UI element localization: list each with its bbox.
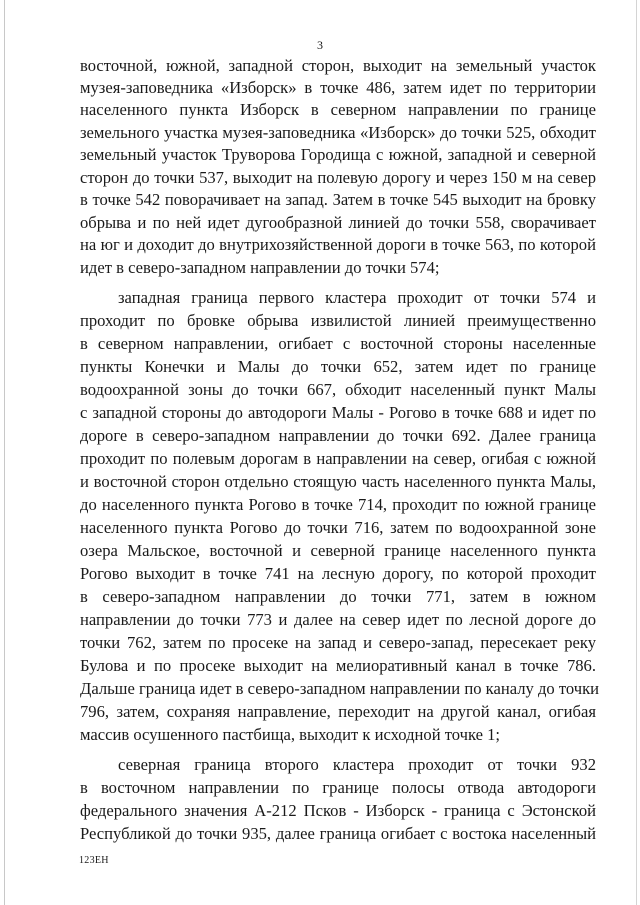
text-line: населенного пункта Изборск в северном направлении по границе <box>80 100 596 119</box>
text-line: Республикой до точки 935, далее граница огибает с востока населенный <box>80 824 596 843</box>
text-line: точки 762, затем по просеке на запад и северо-запад, пересекает реку <box>80 633 596 652</box>
text-line: проходит по бровке обрыва извилистой линией преимущественно <box>80 311 596 330</box>
text-line: на юг и доходит до внутрихозяйственной дороги в точке 563, по которой <box>80 235 596 254</box>
scan-edge-left <box>4 0 5 905</box>
text-line: в северном направлении, огибает с восточной стороны населенные <box>80 334 596 353</box>
text-line: идет в северо-западном направлении до точки 574; <box>80 258 440 277</box>
paragraph-start-line: западная граница первого кластера проходит от точки 574 и <box>118 288 596 307</box>
paragraph-start-line: северная граница второго кластера проходит от точки 932 <box>118 755 596 774</box>
text-line: до населенного пункта Рогово в точке 714, проходит по южной границе <box>80 495 596 514</box>
text-line: федерального значения А-212 Псков - Изборск - граница с Эстонской <box>80 801 596 820</box>
text-line: с западной стороны до автодороги Малы - Рогово в точке 688 и идет по <box>80 403 596 422</box>
text-line: 796, затем, сохраняя направление, переходит на другой канал, огибая <box>80 702 596 721</box>
text-line: массив осушенного пастбища, выходит к исходной точке 1; <box>80 725 501 744</box>
text-line: пункты Конечки и Малы до точки 652, затем идет по границе <box>80 357 596 376</box>
page-number: 3 <box>317 38 323 52</box>
text-line: земельный участок Труворова Городища с южной, западной и северной <box>80 145 596 164</box>
text-line: населенного пункта Рогово до точки 716, затем по водоохранной зоне <box>80 518 596 537</box>
text-line: земельного участка музея-заповедника «Изборск» до точки 525, обходит <box>80 123 596 142</box>
text-line: Булова и по просеке выходит на мелиоративный канал в точке 786. <box>80 656 596 675</box>
scan-edge-right <box>636 0 637 905</box>
text-line: направлении до точки 773 и далее на север идет по лесной дороге до <box>80 610 596 629</box>
text-line: восточной, южной, западной сторон, выходит на земельный участок <box>80 56 596 75</box>
text-line: водоохранной зоны до точки 667, обходит населенный пункт Малы <box>80 380 596 399</box>
text-line: проходит по полевым дорогам в направлении на север, огибая с южной <box>80 449 596 468</box>
text-line: в точке 542 поворачивает на запад. Затем в точке 545 выходит на бровку <box>80 190 596 209</box>
document-code: 123EH <box>79 855 109 866</box>
text-line: озера Мальское, восточной и северной границе населенного пункта <box>80 541 596 560</box>
text-line: Дальше граница идет в северо-западном направлении по каналу до точки <box>80 679 600 698</box>
text-line: и восточной сторон отдельно стоящую часть населенного пункта Малы, <box>80 472 596 491</box>
text-line: в восточном направлении по границе полосы отвода автодороги <box>80 778 596 797</box>
text-line: в северо-западном направлении до точки 771, затем в южном <box>80 587 596 606</box>
text-line: обрыва и по ней идет дугообразной линией до точки 558, сворачивает <box>80 213 596 232</box>
text-line: музея-заповедника «Изборск» в точке 486, затем идет по территории <box>80 78 596 97</box>
text-line: Рогово выходит в точке 741 на лесную дорогу, по которой проходит <box>80 564 596 583</box>
text-line: дороге в северо-западном направлении до точки 692. Далее граница <box>80 426 596 445</box>
text-line: сторон до точки 537, выходит на полевую дорогу и через 150 м на север <box>80 168 596 187</box>
